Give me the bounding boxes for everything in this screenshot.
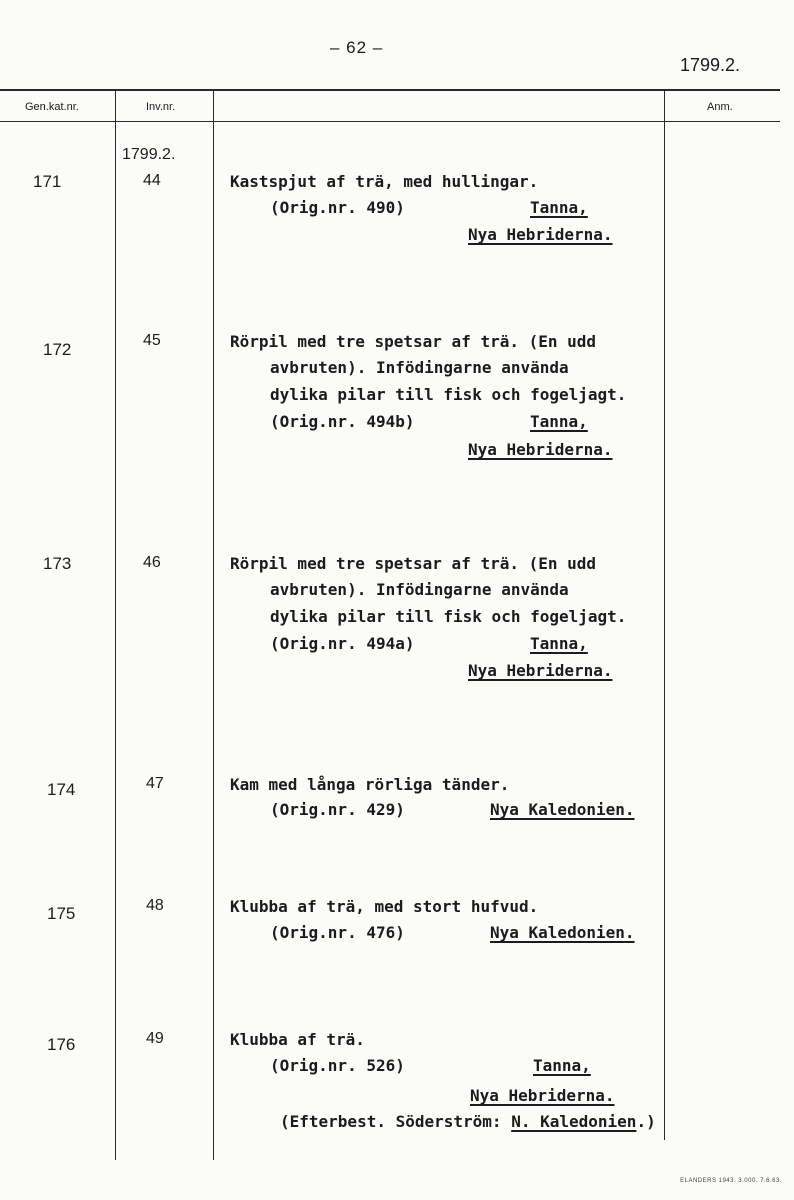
- header-top-rule: [0, 89, 780, 91]
- column-header-anm: Anm.: [707, 101, 733, 113]
- place-island: Tanna,: [533, 1056, 591, 1075]
- description-line: Klubba af trä.: [230, 1030, 365, 1049]
- inv-nr: 44: [143, 172, 161, 189]
- description-line: Kam med långa rörliga tänder.: [230, 775, 510, 794]
- original-number: (Orig.nr. 494b): [270, 412, 415, 431]
- inv-nr: 47: [146, 775, 164, 792]
- place-island: Tanna,: [530, 198, 588, 217]
- column-divider-gen: [115, 90, 116, 1160]
- column-divider-inv: [213, 90, 214, 1160]
- original-number: (Orig.nr. 490): [270, 198, 405, 217]
- place-archipelago: Nya Kaledonien.: [490, 800, 635, 819]
- description-line: Kastspjut af trä, med hullingar.: [230, 172, 539, 191]
- note-prefix: (Efterbest. Söderström:: [280, 1112, 502, 1131]
- description-line: Klubba af trä, med stort hufvud.: [230, 897, 539, 916]
- note-suffix: .): [636, 1112, 656, 1131]
- place-archipelago: Nya Kaledonien.: [490, 923, 635, 942]
- place-archipelago: Nya Hebriderna.: [468, 661, 613, 680]
- original-number: (Orig.nr. 494a): [270, 634, 415, 653]
- gen-kat-nr: 176: [47, 1035, 76, 1054]
- inventory-group: 1799.2.: [122, 146, 176, 163]
- place-archipelago: Nya Hebriderna.: [470, 1086, 615, 1105]
- place-archipelago: Nya Hebriderna.: [468, 225, 613, 244]
- original-number: (Orig.nr. 526): [270, 1056, 405, 1075]
- gen-kat-nr: 171: [33, 172, 62, 191]
- description-line: Rörpil med tre spetsar af trä. (En udd: [230, 332, 597, 351]
- inv-nr: 49: [146, 1030, 164, 1047]
- gen-kat-nr: 174: [47, 780, 76, 799]
- gen-kat-nr: 175: [47, 904, 76, 923]
- header-bottom-rule: [0, 121, 780, 122]
- catalog-reference: 1799.2.: [680, 55, 741, 75]
- inv-nr: 46: [143, 554, 161, 571]
- place-island: Tanna,: [530, 412, 588, 431]
- printer-imprint: ELANDERS 1943. 3.000. 7.6.63.: [680, 1178, 782, 1184]
- description-line: avbruten). Infödingarne använda: [270, 580, 569, 599]
- original-number: (Orig.nr. 476): [270, 923, 405, 942]
- inv-nr: 45: [143, 332, 161, 349]
- column-header-gen-kat-nr: Gen.kat.nr.: [25, 101, 79, 113]
- column-header-inv-nr: Inv.nr.: [146, 101, 176, 113]
- place-island: Tanna,: [530, 634, 588, 653]
- description-line: avbruten). Infödingarne använda: [270, 358, 569, 377]
- gen-kat-nr: 173: [43, 554, 72, 573]
- original-number: (Orig.nr. 429): [270, 800, 405, 819]
- page-number: – 62 –: [330, 38, 384, 57]
- column-divider-anm: [664, 90, 665, 1140]
- inv-nr: 48: [146, 897, 164, 914]
- description-line: dylika pilar till fisk och fogeljagt.: [270, 385, 627, 404]
- later-identification-note: [280, 1112, 656, 1131]
- place-archipelago: Nya Hebriderna.: [468, 440, 613, 459]
- description-line: dylika pilar till fisk och fogeljagt.: [270, 607, 627, 626]
- gen-kat-nr: 172: [43, 340, 72, 359]
- note-place: N. Kaledonien: [511, 1112, 637, 1131]
- description-line: Rörpil med tre spetsar af trä. (En udd: [230, 554, 597, 573]
